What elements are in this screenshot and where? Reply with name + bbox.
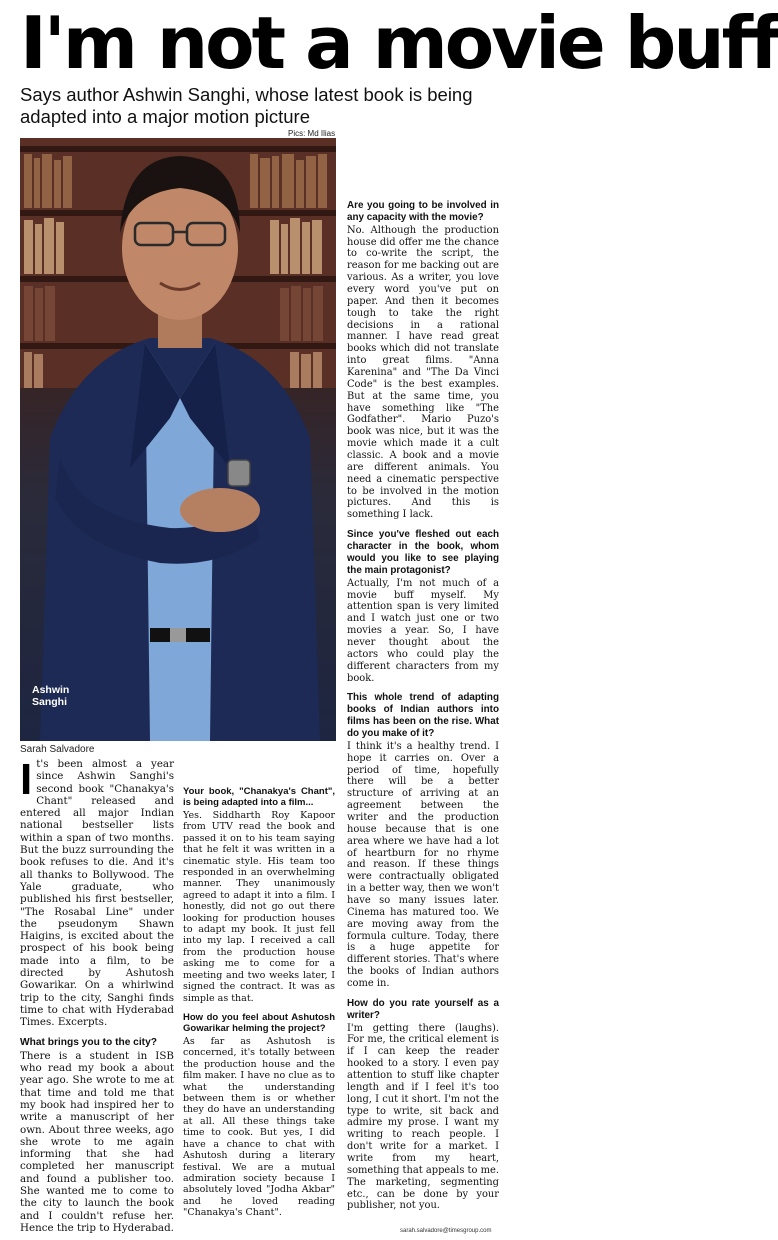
question-4: Are you going to be involved in any capacity with the movie?	[347, 200, 499, 223]
question-3: How do you feel about Ashutosh Gowarikar helming the project?	[183, 1012, 335, 1035]
answer-7: I'm getting there (laughs). For me, the critical element is if I can keep the reader hooked to a story. I even pay attention to stuff like chapter length and if I feel it's too long, I cut it short. I'm not the type to write, sit back and admire my prose. I want my writing to reach people. I don't write for a market. I write from my heart, something that appeals to me. The marketing, segmenting etc., can be done by your publisher, not you.	[347, 1022, 499, 1212]
photo-caption-last: Sanghi	[32, 696, 68, 708]
subheadline: Says author Ashwin Sanghi, whose latest book is being adapted into a major motion picture	[20, 84, 473, 127]
headline: I'm not a movie buff	[20, 1, 778, 85]
answer-6: I think it's a healthy trend. I hope it carries on. Over a period of time, hopefully there will be a better structure of arriving at an agreement between the writer and the production house because that is one area where we have had a lot of heartburn for no rhyme and reason. If these things were contractually obligated in a better way, then we won't have so many issues later. Cinema has matured too. We are moving away from the formula culture. Today, there is a huge appetite for different stories. That's where the books of Indian authors come in.	[347, 740, 499, 989]
photo-credit: Pics: Md Ilias	[288, 129, 336, 138]
question-5: Since you've fleshed out each character in the book, whom would you like to see playing the main protagonist?	[347, 529, 499, 576]
answer-2: Yes. Siddharth Roy Kapoor from UTV read the book and passed it on to his team saying that he felt it was written in a cinematic style. His team too responded in an overwhelming manner. They unanimously agreed to adapt it into a film. I honestly, did not go out there looking for production houses to adapt my book. It just fell into my lap. I received a call from the production house asking me to come for a meeting and two weeks later, I signed the contract. It was as simple as that.	[183, 809, 335, 1004]
question-7: How do you rate yourself as a writer?	[347, 997, 499, 1021]
photo-caption-first: Ashwin	[32, 684, 70, 696]
intro-paragraph	[20, 755, 174, 1029]
intro-text: t's been almost a year since Ashwin Sanghi's second book "Chanakya's Chant" released and entered all major Indian national bestseller lists within a span of two months. But the buzz surrounding the book refuses to die. And it's all thanks to Bollywood. The Yale graduate, who published his first bestseller, "The Rosabal Line" under the pseudonym Shawn Haigins, is excited about the prospect of his book being made into a film, to be directed by Ashutosh Gowarikar. On a whirlwind trip to the city, Sanghi finds time to chat with Hyderabad Times. Excerpts.	[20, 758, 174, 1029]
photo-caption	[32, 684, 69, 708]
author-email[interactable]: sarah.salvadore@timesgroup.com	[400, 1228, 492, 1234]
column-1	[20, 755, 174, 1234]
question-2: Your book, "Chanakya's Chant", is being adapted into a film...	[183, 786, 335, 809]
question-1: What brings you to the city?	[20, 1036, 157, 1048]
answer-1-continued	[183, 758, 335, 786]
answer-4: No. Although the production house did offer me the chance to co-write the script, the reason for me backing out are various. As a writer, you love every word you've put on paper. And then it becomes tough to take the right decisions in a rational manner. I have read great books which did not translate into great films. "Anna Karenina" and "The Da Vinci Code" is the best examples. But at the same time, you have something like "The Godfather". Mario Puzo's book was nice, but it was the movie which made it a cult classic. A book and a movie are different animals. You need a cinematic perspective to be involved in the motion pictures. And this is something I lack.	[347, 224, 499, 521]
answer-1: There is a student in ISB who read my book a about year ago. She wrote to me at that time and told me that my book had inspired her to write a manuscript of her own. About three weeks, ago she wrote to me again informing that she had completed her manuscript and found a publisher too. She wanted me to come to the city to launch the book and I couldn't refuse her. Hence the trip to Hyderabad.	[20, 1049, 174, 1234]
column-3	[347, 138, 499, 1212]
dropcap: I	[20, 755, 33, 804]
answer-5: Actually, I'm not much of a movie buff myself. My attention span is very limited and I watch just one or two movies a year. So, I have never thought about the actors who could play the different characters from my book.	[347, 577, 499, 684]
column-2	[183, 758, 335, 1219]
question-6: This whole trend of adapting books of Indian authors into films has been on the rise. What do you make of it?	[347, 692, 499, 739]
byline: Sarah Salvadore	[20, 744, 95, 755]
author-photo	[20, 138, 336, 741]
answer-3: As far as Ashutosh is concerned, it's totally between the production house and the film maker. I have no clue as to what the understanding between them is or whether they do have an understanding at all. All these things take time to cook. But yes, I did have a chance to chat with Ashutosh during a literary festival. We are a mutual admiration society because I absolutely loved "Jodha Akbar" and he loved reading "Chanakya's Chant".	[183, 1035, 335, 1219]
